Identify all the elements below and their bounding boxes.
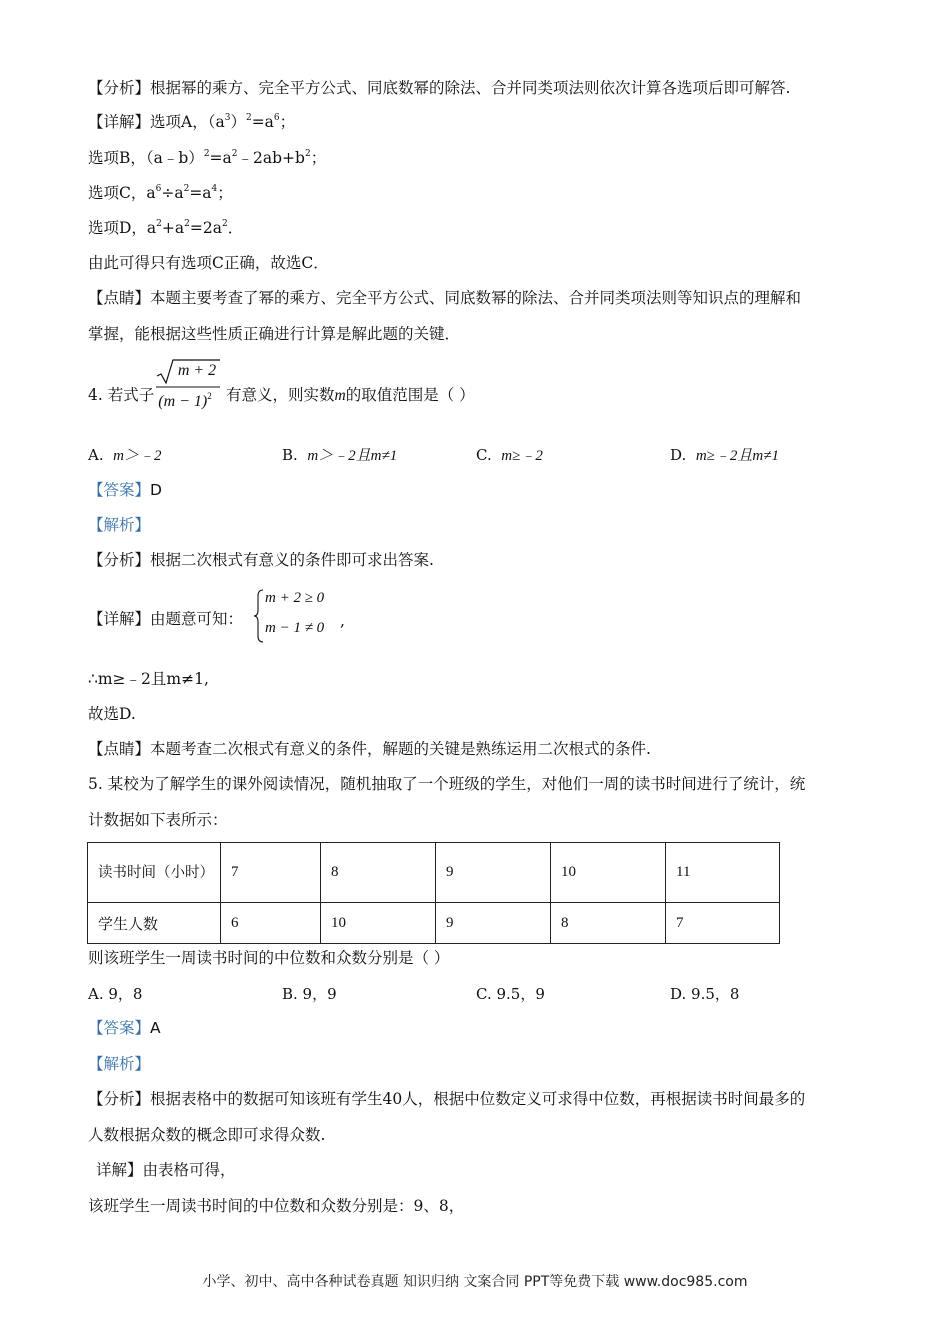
- q4-option-b: B. m＞﹣2且m≠1: [282, 446, 398, 464]
- table-cell: 读书时间（小时）: [88, 843, 221, 903]
- q5-detail-result: 该班学生一周读书时间的中位数和众数分别是：9、8，: [88, 1197, 465, 1215]
- q4-detail: 【详解】由题意可知：: [88, 610, 244, 628]
- q3-conclusion: 由此可得只有选项C正确，故选C．: [88, 254, 329, 272]
- page-footer: 小学、初中、高中各种试卷真题 知识归纳 文案合同 PPT等免费下载 www.doc985.com: [202, 1274, 748, 1290]
- q5-detail: 详解】由表格可得，: [96, 1161, 236, 1179]
- q4-result: ∴m≥﹣2且m≠1,: [88, 670, 209, 688]
- q4-system-eq-1: m + 2 ≥ 0: [265, 590, 325, 606]
- q5-option-c: C. 9.5，9: [476, 985, 545, 1003]
- analysis-label: 【分析】: [88, 79, 151, 97]
- q5-data-table: [87, 842, 780, 944]
- q5-explain-label: 【解析】: [88, 1055, 151, 1073]
- q3-detail-a: 【详解】选项A，$(a^3)^2=a^6$；: [88, 113, 296, 131]
- q3-detail-d: 选项D，$a^2+a^2=2a^2$．: [88, 219, 244, 237]
- q4-fraction-denominator: $(m - 1)^2$: [158, 391, 212, 410]
- q4-explain-label: 【解析】: [88, 516, 151, 534]
- q4-analysis: 【分析】根据二次根式有意义的条件即可求出答案.: [88, 551, 434, 569]
- table-cell: 7: [221, 843, 321, 903]
- q5-option-b: B. 9，9: [282, 985, 337, 1003]
- q4-option-d: D. m≥﹣2且m≠1: [670, 446, 779, 464]
- q4-fraction-numerator: m + 2: [177, 362, 217, 379]
- q5-option-d: D. 9.5，8: [670, 985, 740, 1003]
- q3-comment: 【点睛】本题主要考查了幂的乘方、完全平方公式、同底数幂的除法、合并同类项法则等知识点的理解和: [88, 289, 802, 307]
- table-cell: 8: [321, 843, 436, 903]
- table-row: [88, 903, 780, 944]
- q4-option-a: A. m＞﹣2: [88, 446, 162, 464]
- q5-option-a: A. 9，8: [88, 985, 143, 1003]
- table-cell: 9: [436, 843, 551, 903]
- q5-analysis: 【分析】根据表格中的数据可知该班有学生40人，根据中位数定义可求得中位数，再根据读书时间最多的: [88, 1090, 806, 1108]
- q4-choose: 故选D.: [88, 705, 136, 723]
- q4-system-eq-2: m − 1 ≠ 0: [265, 620, 325, 636]
- q5-analysis-cont: 人数根据众数的概念即可求得众数.: [88, 1126, 326, 1144]
- q5-stem-cont: 计数据如下表所示：: [88, 811, 228, 829]
- q5-answer: 【答案】A: [88, 1019, 161, 1037]
- q4-answer: 【答案】D: [88, 481, 162, 499]
- q5-stem: 5. 某校为了解学生的课外阅读情况，随机抽取了一个班级的学生，对他们一周的读书时间进行了统计，统: [88, 775, 806, 793]
- table-cell: 10: [321, 903, 436, 944]
- table-cell: 11: [666, 843, 780, 903]
- q3-comment-cont: 掌握，能根据这些性质正确进行计算是解此题的关键．: [88, 325, 461, 343]
- table-cell: 10: [551, 843, 666, 903]
- q5-question: 则该班学生一周读书时间的中位数和众数分别是（ ）: [88, 949, 450, 967]
- q4-comment: 【点睛】本题考查二次根式有意义的条件，解题的关键是熟练运用二次根式的条件.: [88, 740, 651, 758]
- table-row: [88, 843, 780, 903]
- q3-analysis: 【分析】根据幂的乘方、完全平方公式、同底数幂的除法、合并同类项法则依次计算各选项后即可解答.: [88, 79, 791, 97]
- table-cell: 8: [551, 903, 666, 944]
- q4-system-comma: ,: [340, 612, 345, 630]
- q4-option-c: C. m≥﹣2: [476, 446, 543, 464]
- q3-detail-c: 选项C，$a^6\div a^2=a^4$；: [88, 184, 233, 202]
- q3-detail-b: 选项B，$(a﹣b)^2=a^2﹣2ab+b^2$；: [88, 149, 327, 167]
- table-cell: 6: [221, 903, 321, 944]
- q4-stem-suffix: 有意义，则实数m的取值范围是（ ）: [226, 386, 475, 404]
- table-cell: 9: [436, 903, 551, 944]
- q4-stem-prefix: 4. 若式子: [88, 386, 155, 404]
- table-cell: 学生人数: [88, 903, 221, 944]
- table-cell: 7: [666, 903, 780, 944]
- q4-system-brace: [253, 588, 265, 644]
